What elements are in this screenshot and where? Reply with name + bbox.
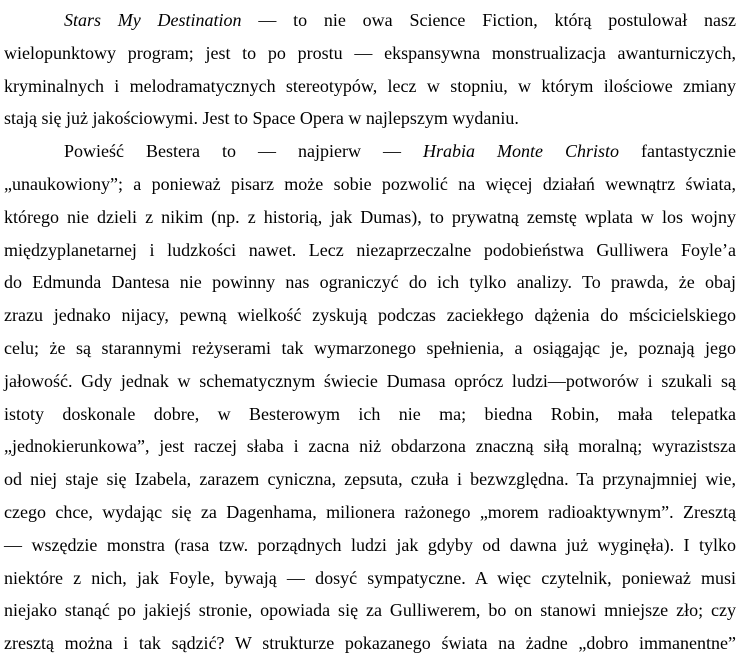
text-line [4, 266, 736, 299]
text-line [4, 234, 736, 267]
text-line [4, 594, 736, 627]
text-line [4, 365, 736, 398]
text-line [4, 135, 736, 168]
text-segment: „jednokierunkowa”, jest raczej słaba i zacna niż obdarzona znaczną siłą moralną; wyrazistsza [4, 436, 736, 457]
text-segment: niejako stanąć po jakiejś stronie, opowiada się za Gulliwerem, bo on stanowi mniejsze zło; czy [4, 600, 736, 621]
text-line [4, 529, 736, 562]
text-segment: kryminalnych i melodramatycznych stereotypów, lecz w stopniu, w którym ilościowe zmiany [4, 75, 736, 96]
text-segment: celu; że są starannymi reżyserami tak wymarzonego spełnienia, a osiągając je, poznają jego [4, 337, 736, 358]
text-segment: — wszędzie monstra (rasa tzw. porządnych ludzi jak gdyby od dawna już wyginęła). I tylko [4, 534, 736, 555]
text-line [4, 299, 736, 332]
text-segment: „unaukowiony”; a ponieważ pisarz może sobie pozwolić na więcej działań wewnątrz świata, [4, 173, 736, 194]
text-segment: stają się już jakościowymi. Jest to Space Opera w najlepszym wydaniu. [4, 108, 519, 129]
text-segment: którego nie dzieli z nikim (np. z historią, jak Dumas), to prywatną zemstę wplata w los wojny [4, 206, 736, 227]
text-segment: — to nie owa Science Fiction, którą postulował nasz [241, 10, 736, 30]
text-line [4, 70, 736, 103]
text-line [4, 168, 736, 201]
text-segment-italic: Stars My Destination [64, 10, 242, 30]
text-line [4, 562, 736, 595]
text-segment: istoty doskonale dobre, w Besterowym ich nie ma; biedna Robin, mała telepatka [4, 403, 736, 424]
text-segment: Powieść Bestera to — najpierw — [64, 141, 423, 162]
text-segment-italic: Hrabia Monte Christo [423, 141, 620, 162]
text-segment: fantastycznie [619, 141, 736, 162]
text-segment: wielopunktowy program; jest to po prostu — ekspansywna monstrualizacja awanturniczych, [4, 42, 736, 63]
text-segment: jałowość. Gdy jednak w schematycznym świecie Dumasa oprócz ludzi—potworów i szukali są [4, 370, 736, 391]
text-line [4, 37, 736, 70]
text-line [4, 201, 736, 234]
text-line [4, 463, 736, 496]
text-line [4, 332, 736, 365]
text-segment: międzyplanetarnej i ludzkości nawet. Lecz niezaprzeczalne podobieństwa Gulliwera Foyle’a [4, 239, 736, 260]
text-line [4, 627, 736, 660]
text-line [4, 496, 736, 529]
text-segment: niektóre z nich, jak Foyle, bywają — dosyć sympatyczne. A więc czytelnik, ponieważ musi [4, 567, 736, 588]
text-segment: od niej staje się Izabela, zarazem cyniczna, zepsuta, czuła i bezwzględna. Ta przynajmniej wie, [4, 469, 736, 490]
text-segment: do Edmunda Dantesa nie powinny nas ograniczyć do ich tylko analizy. To prawda, że obaj [4, 272, 736, 293]
text-line [4, 4, 736, 37]
text-line [4, 102, 736, 135]
text-line [4, 398, 736, 431]
text-line [4, 430, 736, 463]
text-segment: zresztą można i tak sądzić? W strukturze pokazanego świata na żadne „dobro immanentne” [4, 633, 736, 654]
text-segment: zrazu jednako nijacy, pewną wielkość zyskują podczas zaciekłego dążenia do mścicielskiego [4, 305, 736, 326]
text-segment: czego chce, wydając się za Dagenhama, milionera rażonego „morem radioaktywnym”. Zresztą [4, 501, 736, 522]
